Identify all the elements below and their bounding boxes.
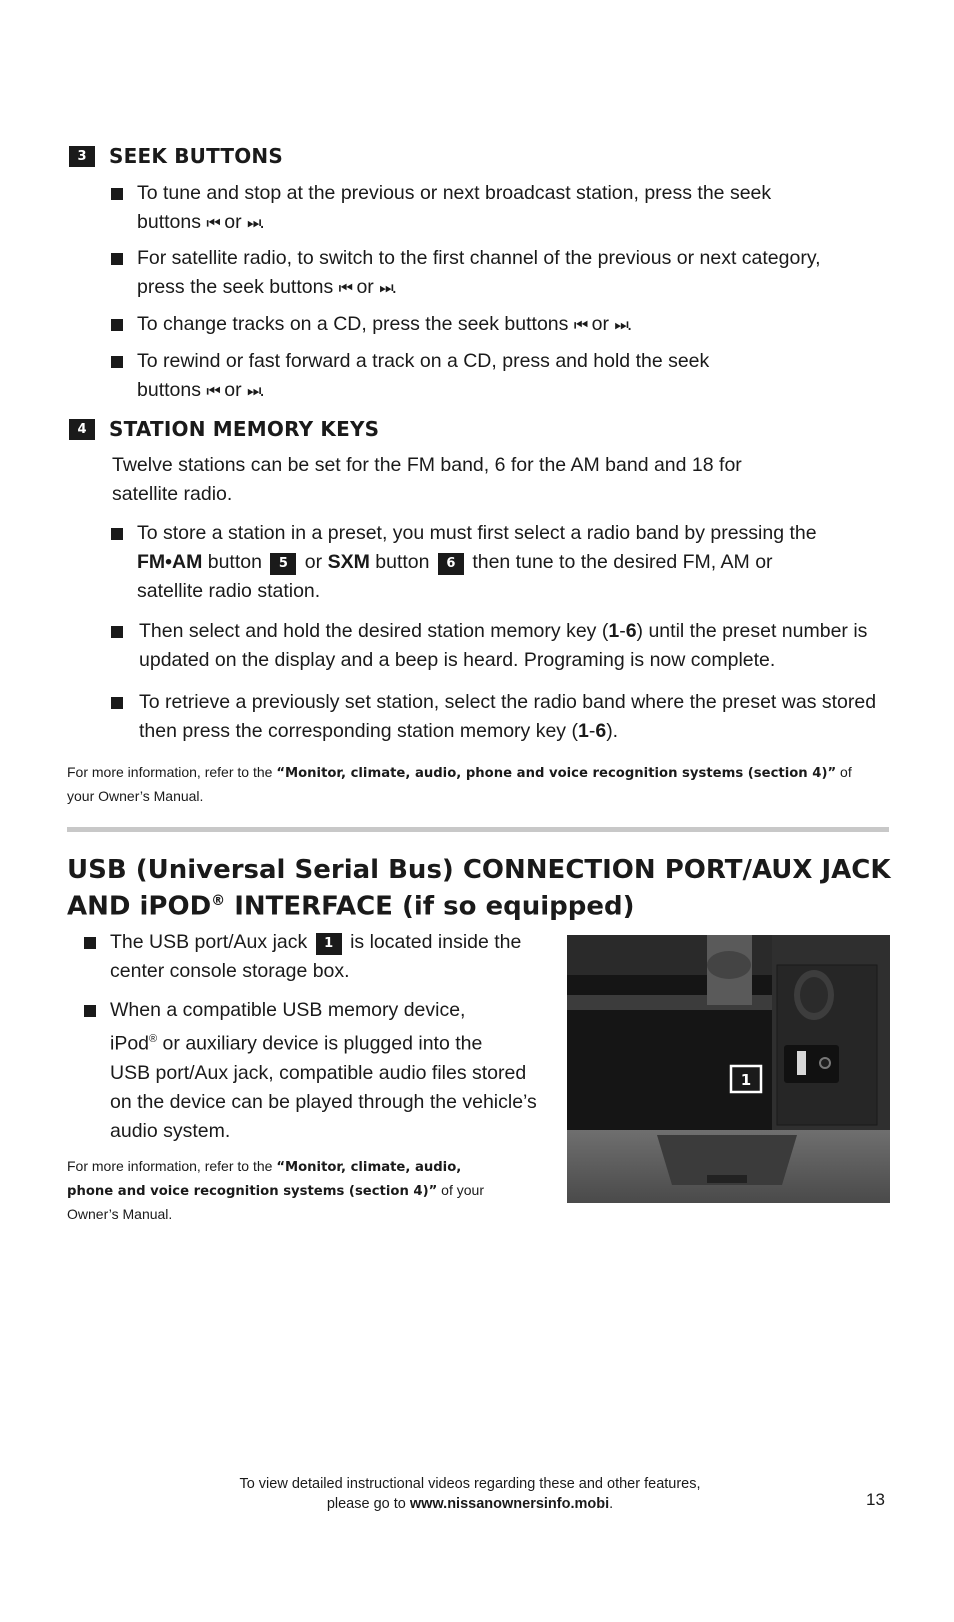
bullet-line: buttons ⏮ or ⏭. bbox=[137, 211, 265, 233]
seek-bullet-4 bbox=[111, 347, 911, 405]
bullet-line: satellite radio station. bbox=[137, 580, 321, 602]
bullet-line: on the device can be played through the vehicle’s bbox=[110, 1090, 537, 1113]
seek-next-icon: ⏭ bbox=[614, 315, 627, 334]
bullet-line: For satellite radio, to switch to the first channel of the previous or next category, bbox=[137, 247, 821, 269]
fm-am-label: FM•AM bbox=[137, 551, 203, 573]
seek-next-icon: ⏭ bbox=[246, 381, 260, 400]
page-number: 13 bbox=[866, 1490, 885, 1509]
seek-section-title: SEEK BUTTONS bbox=[109, 144, 283, 168]
section-divider bbox=[67, 827, 889, 832]
bullet-line: updated on the display and a beep is heard. Programing is now complete. bbox=[139, 649, 776, 671]
bullet-line: FM•AM button 5 or SXM button 6 then tune to the desired FM, AM or bbox=[137, 551, 773, 573]
manual-reference: “Monitor, climate, audio, phone and voice recognition systems (section 4)” bbox=[276, 766, 837, 781]
seek-bullet-1 bbox=[111, 179, 911, 237]
memory-intro: Twelve stations can be set for the FM band, 6 for the AM band and 18 for satellite radio. bbox=[112, 454, 742, 505]
bullet-line: The USB port/Aux jack 1 is located inside the bbox=[110, 931, 522, 953]
bullet-line: buttons ⏮ or ⏭. bbox=[137, 379, 265, 401]
bullet-line: To tune and stop at the previous or next broadcast station, press the seek bbox=[137, 182, 772, 204]
memory-more-info: For more information, refer to the “Monitor, climate, audio, phone and voice recognition systems (section 4)” of your Owner’s Manual. bbox=[67, 764, 852, 804]
seek-next-icon: ⏭ bbox=[246, 213, 260, 232]
callout-badge-1: 1 bbox=[316, 933, 342, 955]
seek-bullet-3 bbox=[111, 310, 911, 339]
bullet-line: To change tracks on a CD, press the seek buttons ⏮ or ⏭. bbox=[137, 313, 633, 335]
bullet-line: Then select and hold the desired station memory key (1-6) until the preset number is bbox=[139, 620, 868, 642]
seek-bullet-2 bbox=[111, 244, 921, 302]
bullet-square bbox=[111, 697, 123, 709]
bullet-line: center console storage box. bbox=[110, 960, 350, 982]
memory-section-title: STATION MEMORY KEYS bbox=[109, 417, 380, 441]
seek-previous-icon: ⏮ bbox=[206, 381, 219, 400]
bullet-square bbox=[111, 253, 123, 265]
section-number-badge: 4 bbox=[69, 419, 95, 440]
bullet-square bbox=[111, 188, 123, 200]
seek-previous-icon: ⏮ bbox=[338, 278, 352, 297]
usb-bullet-2 bbox=[84, 996, 564, 1146]
memory-bullet-3 bbox=[111, 688, 931, 746]
memory-bullet-1 bbox=[111, 519, 921, 606]
bullet-square bbox=[111, 356, 123, 368]
sxm-label: SXM bbox=[327, 551, 370, 573]
seek-section-header bbox=[69, 144, 283, 168]
website-link[interactable]: www.nissanownersinfo.mobi bbox=[409, 1496, 610, 1512]
bullet-square bbox=[111, 319, 123, 331]
bullet-line: To store a station in a preset, you must first select a radio band by pressing the bbox=[137, 522, 817, 544]
usb-port-photo bbox=[567, 935, 890, 1203]
bullet-line: audio system. bbox=[110, 1119, 231, 1142]
memory-section-header bbox=[69, 417, 379, 441]
callout-badge-6: 6 bbox=[438, 553, 464, 575]
bullet-line: iPod® or auxiliary device is plugged into the bbox=[110, 1032, 483, 1055]
memory-bullet-2 bbox=[111, 617, 921, 675]
bullet-line: then press the corresponding station memory key (1-6). bbox=[139, 720, 619, 742]
footer-note: To view detailed instructional videos regarding these and other features, please go to www.nissanownersinfo.mobi. bbox=[239, 1476, 701, 1512]
usb-bullet-1 bbox=[84, 928, 564, 986]
bullet-line: When a compatible USB memory device, bbox=[110, 999, 466, 1021]
seek-next-icon: ⏭ bbox=[379, 278, 392, 297]
callout-badge-5: 5 bbox=[270, 553, 296, 575]
bullet-square bbox=[111, 528, 123, 540]
bullet-line: To retrieve a previously set station, select the radio band where the preset was stored bbox=[139, 691, 877, 713]
bullet-line: USB port/Aux jack, compatible audio files stored bbox=[110, 1061, 527, 1084]
section-number-badge: 3 bbox=[69, 146, 95, 167]
bullet-square bbox=[84, 1005, 96, 1017]
bullet-square bbox=[84, 937, 96, 949]
bullet-line: press the seek buttons ⏮ or ⏭. bbox=[137, 276, 398, 298]
bullet-square bbox=[111, 626, 123, 638]
usb-section-heading: USB (Universal Serial Bus) CONNECTION PORT/AUX JACK AND iPOD® INTERFACE (if so equipped) bbox=[67, 855, 891, 922]
bullet-line: To rewind or fast forward a track on a CD, press and hold the seek bbox=[137, 350, 710, 372]
seek-previous-icon: ⏮ bbox=[206, 213, 219, 232]
seek-previous-icon: ⏮ bbox=[573, 315, 587, 334]
usb-more-info: For more information, refer to the “Monitor, climate, audio, phone and voice recognition systems (section 4)” of your Owner’s Manual. bbox=[67, 1158, 484, 1222]
photo-callout-label: 1 bbox=[740, 1071, 752, 1089]
